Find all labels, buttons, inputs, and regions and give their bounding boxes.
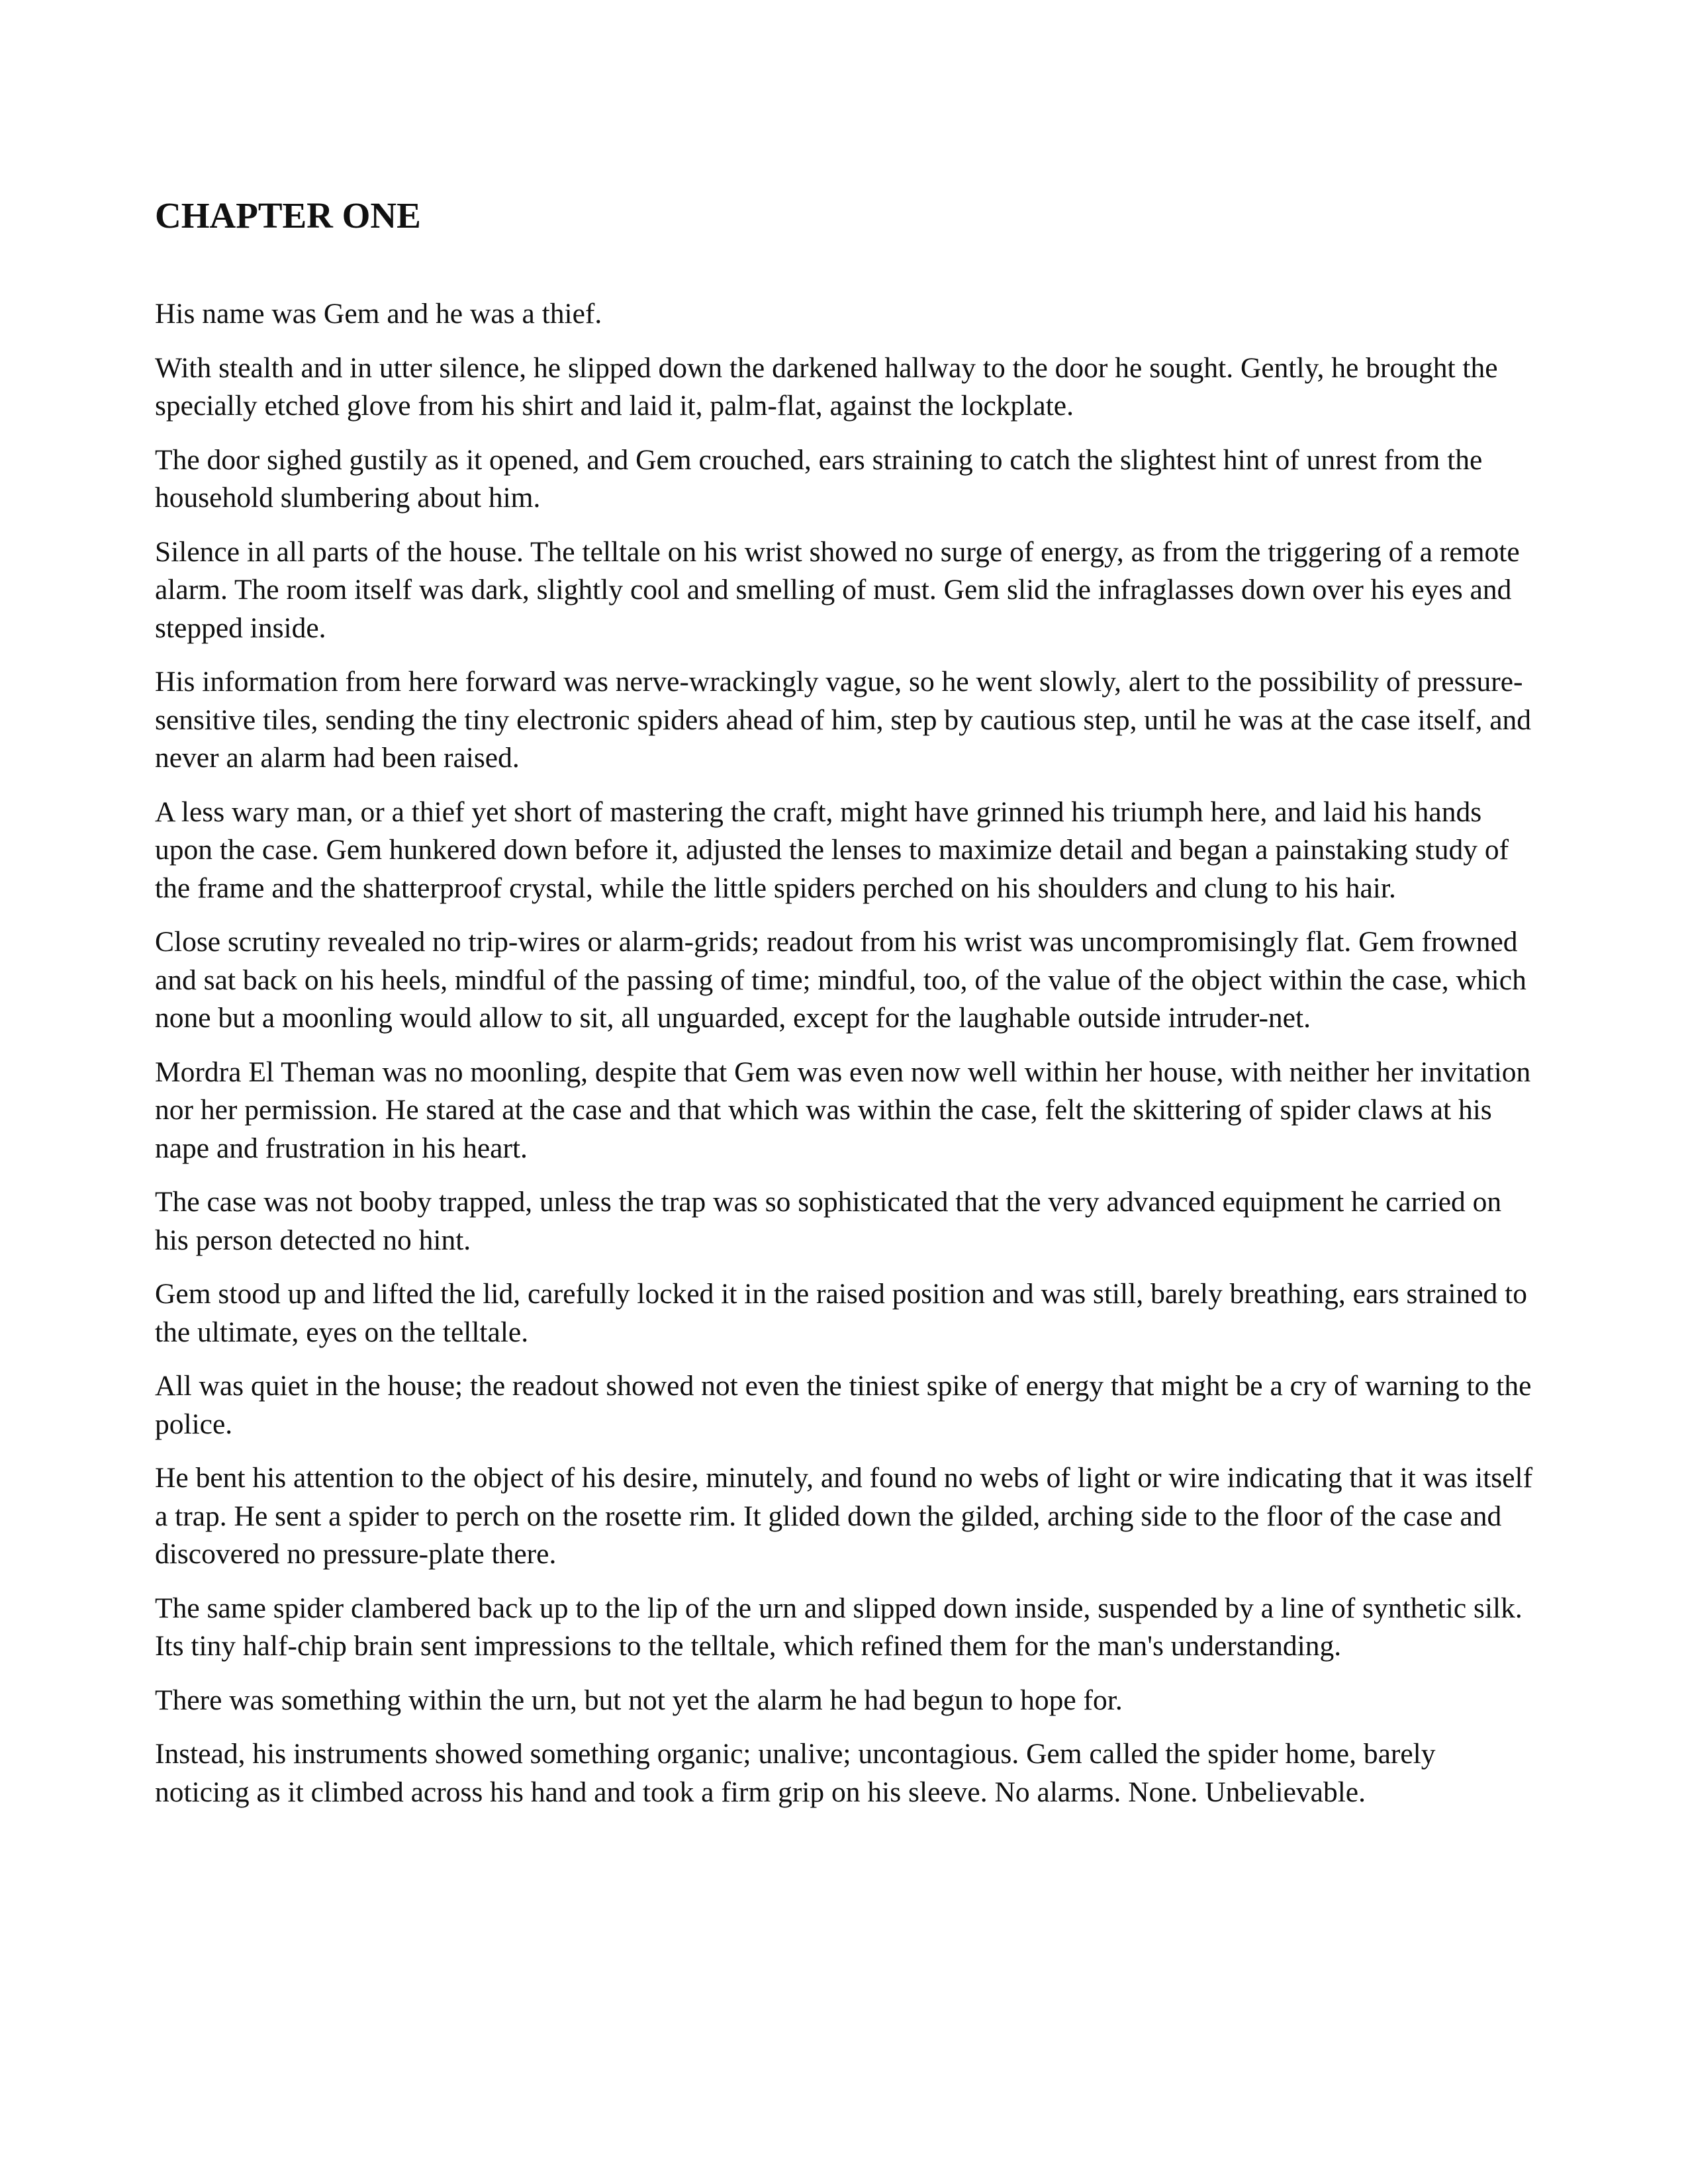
paragraph-6: A less wary man, or a thief yet short of mastering the craft, might have grinned his triumph here, and laid his hands upon the case. Gem hunkered down before it, adjusted the lenses to maximize detail and began a painstaking study of the frame and the shatterproof crystal, while the little spiders perched on his shoulders and clung to his hair. (155, 796, 1509, 904)
paragraph-7: Close scrutiny revealed no trip-wires or alarm-grids; readout from his wrist was uncompromisingly flat. Gem frowned and sat back on his heels, mindful of the passing of time; mindful, too, of the value of the object within the case, which none but a moonling would allow to sit, all unguarded, except for the laughable outside intruder-net. (155, 926, 1526, 1034)
paragraph-4: Silence in all parts of the house. The telltale on his wrist showed no surge of energy, as from the triggering of a remote alarm. The room itself was dark, slightly cool and smelling of must. Gem slid the infraglasses down over his eyes and stepped inside. (155, 535, 1520, 644)
paragraph-15: Instead, his instruments showed something organic; unalive; uncontagious. Gem called the spider home, barely noticing as it climbed across his hand and took a firm grip on his sleeve. No alarms. None. Unbelievable. (155, 1738, 1436, 1808)
paragraph-13: The same spider clambered back up to the lip of the urn and slipped down inside, suspended by a line of synthetic silk. Its tiny half-chip brain sent impressions to the telltale, which refined them for the man's understanding. (155, 1592, 1523, 1662)
document-page (155, 196, 1536, 1827)
paragraph-3: The door sighed gustily as it opened, and Gem crouched, ears straining to catch the slightest hint of unrest from the household slumbering about him. (155, 443, 1483, 514)
paragraph-14: There was something within the urn, but not yet the alarm he had begun to hope for. (155, 1684, 1123, 1716)
paragraph-2: With stealth and in utter silence, he slipped down the darkened hallway to the door he sought. Gently, he brought the specially etched glove from his shirt and laid it, palm-flat, against the lockplate. (155, 351, 1498, 422)
paragraph-11: All was quiet in the house; the readout showed not even the tiniest spike of energy that might be a cry of warning to the police. (155, 1370, 1532, 1440)
paragraph-10: Gem stood up and lifted the lid, carefully locked it in the raised position and was still, barely breathing, ears strained to the ultimate, eyes on the telltale. (155, 1278, 1527, 1348)
chapter-title: CHAPTER ONE (155, 195, 421, 236)
paragraph-1: His name was Gem and he was a thief. (155, 298, 602, 330)
paragraph-9: The case was not booby trapped, unless the trap was so sophisticated that the very advanced equipment he carried on his person detected no hint. (155, 1186, 1502, 1256)
paragraph-5: His information from here forward was nerve-wrackingly vague, so he went slowly, alert to the possibility of pressure-sensitive tiles, sending the tiny electronic spiders ahead of him, step by cautious step, until he was at the case itself, and never an alarm had been raised. (155, 666, 1532, 774)
paragraph-8: Mordra El Theman was no moonling, despite that Gem was even now well within her house, with neither her invitation nor her permission. He stared at the case and that which was within the case, felt the skittering of spider claws at his nape and frustration in his heart. (155, 1056, 1531, 1164)
paragraph-12: He bent his attention to the object of his desire, minutely, and found no webs of light or wire indicating that it was itself a trap. He sent a spider to perch on the rosette rim. It glided down the gilded, arching side to the floor of the case and discovered no pressure-plate there. (155, 1462, 1533, 1570)
